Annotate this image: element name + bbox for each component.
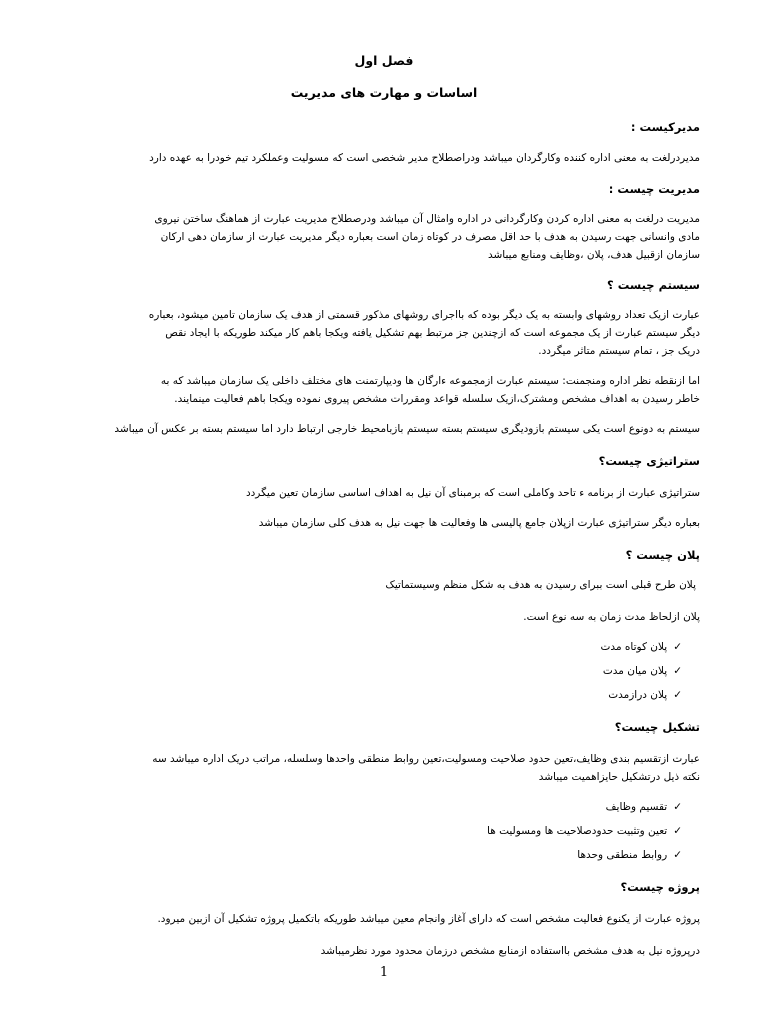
check-icon: ✓ xyxy=(673,801,682,813)
heading-manager: مدیرکیست : xyxy=(630,120,700,134)
list-item: ✓پلان میان مدت xyxy=(602,665,682,677)
check-icon: ✓ xyxy=(673,665,682,677)
paragraph-line: مدیردرلغت به معنی اداره کننده وکارگردان میباشد ودراصطلاح مدیر شخصی است که مسولیت وعملکرد تیم خودرا به عهده دارد xyxy=(149,152,700,164)
paragraph-line: دریک جز ، تمام سیستم متاثر میگردد. xyxy=(538,345,700,357)
paragraph-line: دیگر سیستم عبارت از یک مجموعه است که ازچندین جز مرتبط بهم تشکیل یافته ویکجا باهم کار میکند طوریکه با ایجاد نقص xyxy=(165,327,700,339)
paragraph-line: عبارت ازیک تعداد روشهای وابسته به یک دیگر بوده که بااجرای روشهای مذکور قسمتی از هدف یک سازمان تامین میشود، بعباره xyxy=(148,309,700,321)
paragraph-line: ستراتیژی عبارت از برنامه ء تاحد وکاملی است که برمبنای آن نیل به اهداف اساسی سازمان تعین میگردد xyxy=(245,487,700,499)
page-number: 1 xyxy=(379,965,389,980)
paragraph-line: پلان طرح قبلی است ببرای رسیدن به هدف به شکل منظم وسیستماتیک xyxy=(385,579,696,591)
heading-management: مدیریت چیست : xyxy=(608,182,700,196)
check-icon: ✓ xyxy=(673,689,682,701)
chapter-title: فصل اول xyxy=(354,53,414,68)
heading-plan: پلان چیست ؟ xyxy=(625,548,700,562)
paragraph-line: سیستم به دونوع است یکی سیستم بازودیگری سیستم بسته سیستم بازبامحیط خارجی ارتباط دارد اما سیستم بسته بر عکس آن میباشد xyxy=(114,423,700,435)
paragraph-line: پلان ازلحاظ مدت زمان به سه نوع است. xyxy=(523,611,700,623)
check-icon: ✓ xyxy=(673,849,682,861)
list-item: ✓روابط منطقی وحدها xyxy=(577,849,682,861)
heading-organization: تشکیل چیست؟ xyxy=(614,720,700,734)
list-item: ✓پلان کوتاه مدت xyxy=(600,641,682,653)
check-icon: ✓ xyxy=(673,641,682,653)
paragraph-line: پروژه عبارت از یکنوع فعالیت مشخص است که دارای آغاز وانجام معین میباشد طوریکه باتکمیل پروژه تشکیل آن ازبین میرود. xyxy=(157,913,700,925)
paragraph-line: مادی وانسانی جهت رسیدن به هدف با حد اقل مصرف در کوتاه زمان است بعباره دیگر مدیریت عبارت از سازمان دهی ارکان xyxy=(160,231,700,243)
paragraph-line: بعباره دیگر ستراتیژی عبارت ازپلان جامع پالیسی ها وفعالیت ها جهت نیل به هدف کلی سازمان میباشد xyxy=(258,517,700,529)
heading-project: پروژه چیست؟ xyxy=(620,880,700,894)
chapter-subtitle: اساسات و مهارت های مدیریت xyxy=(290,85,478,100)
heading-strategy: ستراتیژی چیست؟ xyxy=(598,454,700,468)
paragraph-line: نکته ذیل درتشکیل حایزاهمیت میباشد xyxy=(538,771,700,783)
paragraph-line: مدیریت درلغت به معنی اداره کردن وکارگردانی در اداره وامثال آن میباشد ودرصطلاح مدیریت عبارت از هماهنگ ساختن نیروی xyxy=(154,213,700,225)
paragraph-line: درپروژه نیل به هدف مشخص بااستفاده ازمنابع مشخص درزمان محدود مورد نظرمیباشد xyxy=(320,945,700,957)
list-item: ✓پلان درازمدت xyxy=(608,689,682,701)
paragraph-line: اما ازنقطه نظر اداره ومنجمنت: سیستم عبارت ازمجموعه ءارگان ها ودیپارتمنت های مختلف داخلی یک سازمان میباشد که به xyxy=(160,375,700,387)
paragraph-line: خاطر رسیدن به اهداف مشخص ومشترک،ازیک سلسله قواعد ومقررات مشخص پیروی نموده ویکجا باهم فعالیت مینمایند. xyxy=(174,393,700,405)
list-item: ✓تعین وتثبیت حدودصلاحیت ها ومسولیت ها xyxy=(487,825,682,837)
paragraph-line: عبارت ازتقسیم بندی وظایف،تعین حدود صلاحیت ومسولیت،تعین روابط منطقی واحدها وسلسله، مراتب دریک اداره میباشد سه xyxy=(152,753,700,765)
heading-system: سیستم چیست ؟ xyxy=(607,278,700,292)
check-icon: ✓ xyxy=(673,825,682,837)
list-item: ✓تقسیم وظایف xyxy=(605,801,682,813)
paragraph-line: سازمان ازقبیل هدف، پلان ،وظایف ومنابع میباشد xyxy=(488,249,700,261)
